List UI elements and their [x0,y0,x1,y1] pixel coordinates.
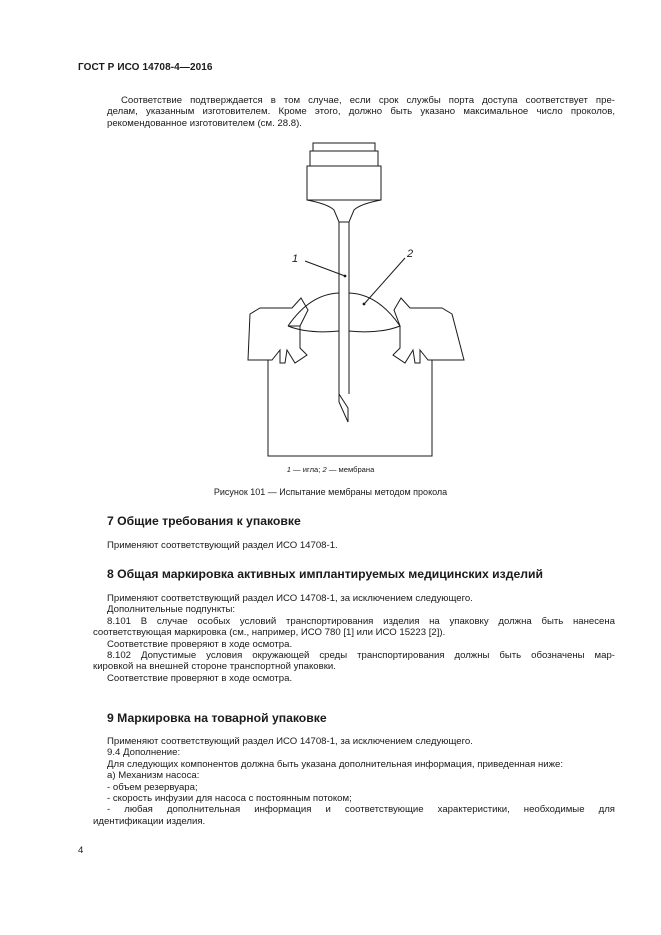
intro-line-2: делам, указанным изготовителем. Кроме этого, должно быть указано максимальное число проколов, [107,106,615,118]
section-7-p1: Применяют соответствующий раздел ИСО 14708-1. [107,540,338,551]
section-9-p2: 9.4 Дополнение: [107,747,181,759]
section-8-body [93,593,615,684]
section-8-p1: Применяют соответствующий раздел ИСО 14708-1, за исключением следующего. [107,593,473,604]
figure-caption: Рисунок 101 — Испытание мембраны методом прокола [213,487,448,497]
section-7-body [107,540,615,551]
section-9-body [93,736,615,827]
section-8-heading: 8 Общая маркировка активных имплантируемых медицинских изделий [107,567,543,581]
label-needle: 1 [292,253,299,265]
needle-shape [339,222,348,422]
section-8-p4: Соответствие проверяют в ходе осмотра. [107,638,293,650]
reservoir-body [268,360,432,456]
section-8-p3-line1: 8.101 В случае особых условий транспортирования изделия на упаковку должна быть нанесена [107,615,615,627]
housing-right [393,298,464,363]
section-8-p3-line2: соответствующая маркировка (см., например, ИСО 780 [1] или ИСО 15223 [2]). [93,627,446,639]
figure-legend [0,465,661,474]
page-number: 4 [78,845,84,856]
legend-text-membrane: — мембрана [326,465,375,474]
intro-line-1: Соответствие подтверждается в том случае, если срок службы порта доступа соответствует пре- [121,95,615,106]
membrane [288,293,400,332]
holder-cap [313,143,375,151]
intro-paragraph [107,95,615,129]
section-9-p5: - объем резервуара; [107,781,198,793]
section-8-p2: Дополнительные подпункты: [107,604,236,616]
legend-num-needle: 1 [286,465,291,474]
leader-line-membrane [365,258,405,303]
needle-marker [344,275,347,278]
document-header: ГОСТ Р ИСО 14708-4—2016 [78,62,213,73]
legend-num-membrane: 2 [322,465,327,474]
holder-taper [307,200,381,222]
section-7-heading: 7 Общие требования к упаковке [107,514,301,528]
label-membrane: 2 [407,248,414,260]
section-9-p1: Применяют соответствующий раздел ИСО 14708-1, за исключением следующего. [107,736,473,747]
section-9-p7-line1: - любая дополнительная информация и соответствующие характеристики, необходимые для [107,804,615,816]
holder-body [307,166,381,200]
holder-collar [310,151,378,166]
membrane-marker [363,303,366,306]
puncture-test-figure [200,138,500,473]
section-8-p6: Соответствие проверяют в ходе осмотра. [107,672,293,684]
legend-text-needle: — игла; [290,465,323,474]
intro-line-3: рекомендованное изготовителем (см. 28.8). [107,117,302,129]
section-9-p6: - скорость инфузии для насоса с постоянным потоком; [107,793,352,805]
section-9-heading: 9 Маркировка на товарной упаковке [107,711,327,725]
section-9-p7-line2: идентификации изделия. [93,815,206,827]
section-9-p3: Для следующих компонентов должна быть указана дополнительная информация, приведенная ниже: [107,758,564,770]
section-9-p4: а) Механизм насоса: [107,770,200,782]
housing-left [248,298,308,363]
section-8-p5-line1: 8.102 Допустимые условия окружающей среды транспортирования должны быть обозначены мар- [107,650,615,662]
section-8-p5-line2: кировкой на внешней стороне транспортной упаковки. [93,661,336,673]
